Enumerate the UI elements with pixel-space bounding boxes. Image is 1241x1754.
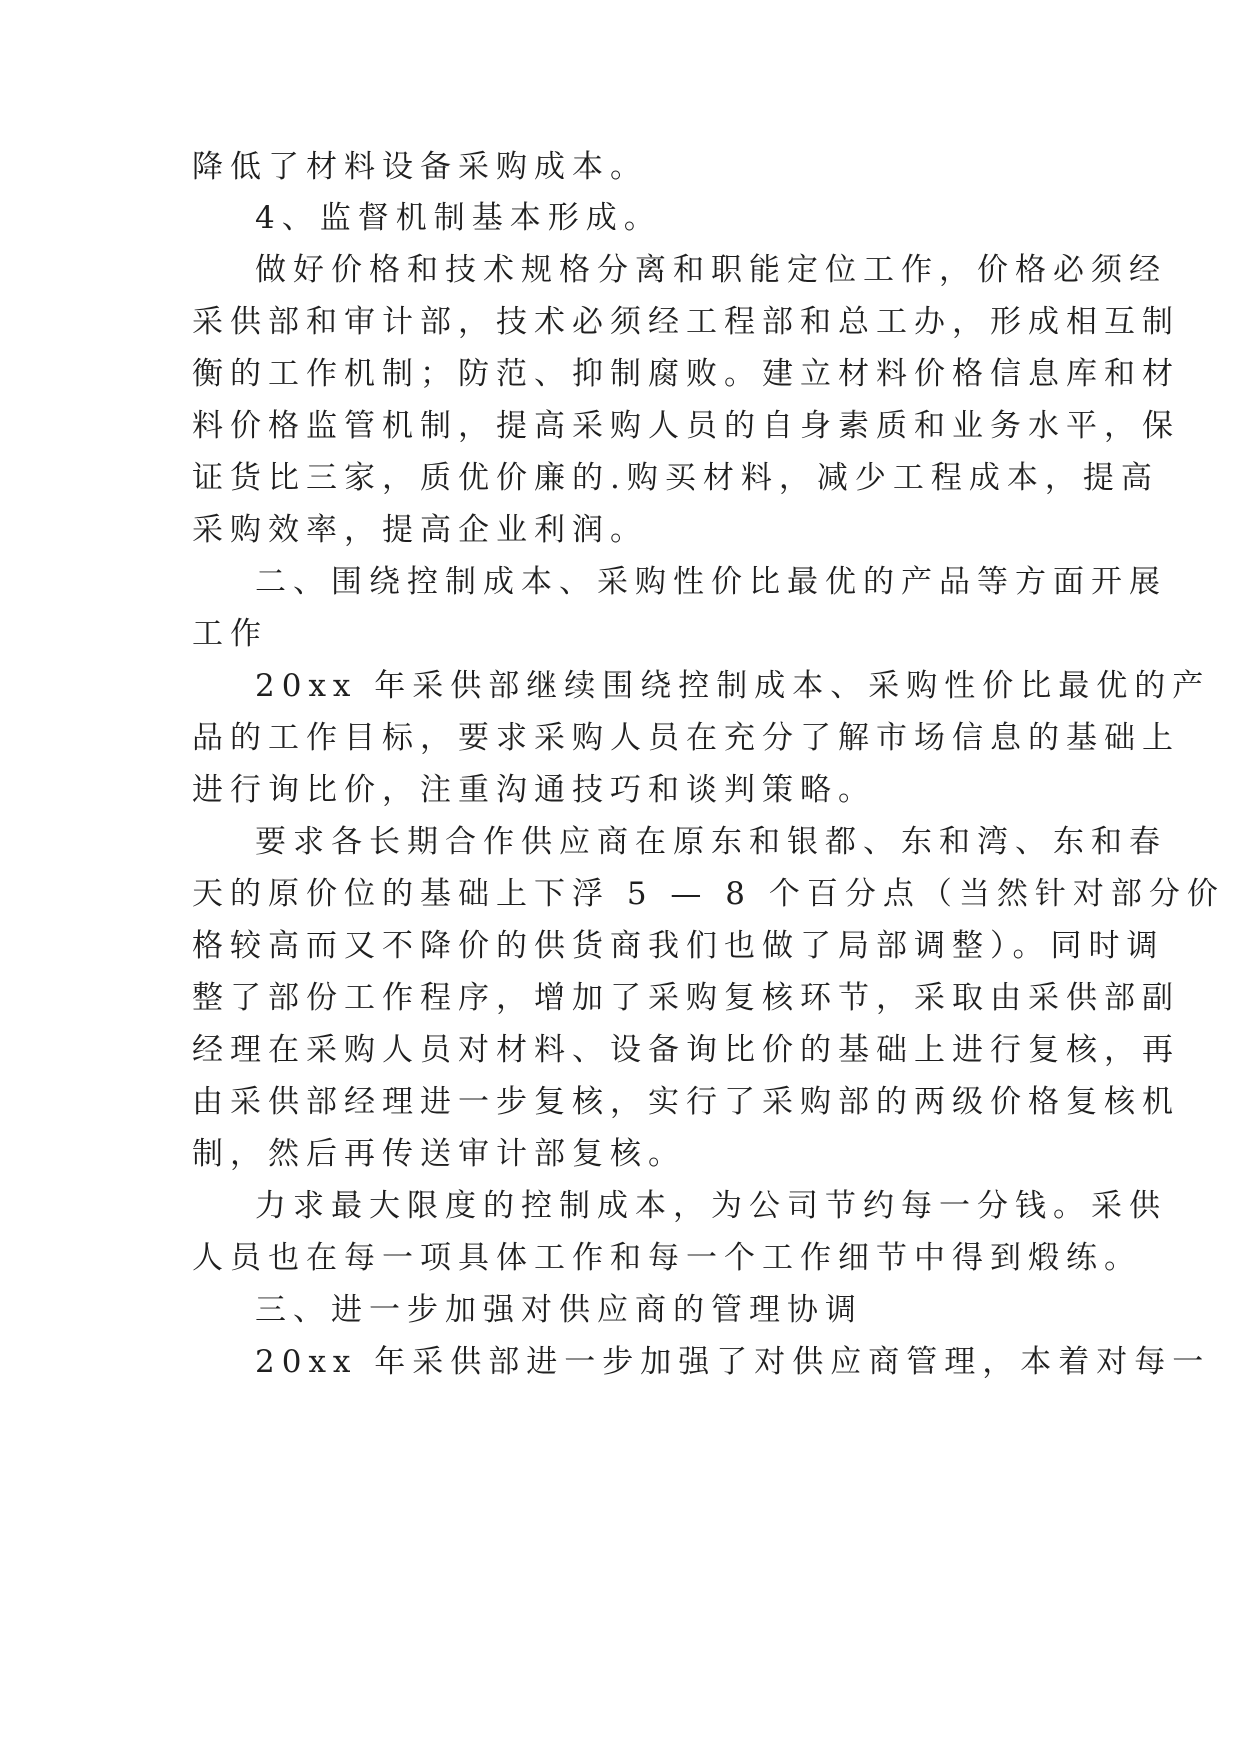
text-line: 证货比三家，质优价廉的.购买材料，减少工程成本，提高 <box>192 460 1159 496</box>
section-heading: 三、进一步加强对供应商的管理协调 <box>255 1292 863 1328</box>
text-line: 品的工作目标，要求采购人员在充分了解市场信息的基础上 <box>192 720 1180 756</box>
text-line: 由采供部经理进一步复核，实行了采购部的两级价格复核机 <box>192 1084 1180 1120</box>
paragraph-line: 力求最大限度的控制成本，为公司节约每一分钱。采供 <box>255 1188 1167 1224</box>
text-line: 采供部和审计部，技术必须经工程部和总工办，形成相互制 <box>192 304 1180 340</box>
text-line: 制，然后再传送审计部复核。 <box>192 1136 686 1172</box>
text-line: 工作 <box>192 616 268 652</box>
paragraph-line: 20xx 年采供部继续围绕控制成本、采购性价比最优的产 <box>255 668 1211 704</box>
text-line: 进行询比价，注重沟通技巧和谈判策略。 <box>192 772 876 808</box>
text-line: 经理在采购人员对材料、设备询比价的基础上进行复核，再 <box>192 1032 1180 1068</box>
paragraph-line: 要求各长期合作供应商在原东和银都、东和湾、东和春 <box>255 824 1167 860</box>
section-heading: 二、围绕控制成本、采购性价比最优的产品等方面开展 <box>255 564 1167 600</box>
section-heading: 4、监督机制基本形成。 <box>255 200 662 236</box>
text-line: 采购效率，提高企业利润。 <box>192 512 648 548</box>
text-line: 整了部份工作程序，增加了采购复核环节，采取由采供部副 <box>192 980 1180 1016</box>
text-line: 格较高而又不降价的供货商我们也做了局部调整）。同时调 <box>192 928 1165 964</box>
text-line: 天的原价位的基础上下浮 5 — 8 个百分点（当然针对部分价 <box>192 876 1225 912</box>
text-line: 衡的工作机制；防范、抑制腐败。建立材料价格信息库和材 <box>192 356 1180 392</box>
text-line: 料价格监管机制，提高采购人员的自身素质和业务水平，保 <box>192 408 1180 444</box>
paragraph-line: 做好价格和技术规格分离和职能定位工作，价格必须经 <box>255 252 1167 288</box>
text-line: 人员也在每一项具体工作和每一个工作细节中得到煅练。 <box>192 1240 1142 1276</box>
paragraph-line: 20xx 年采供部进一步加强了对供应商管理，本着对每一 <box>255 1344 1211 1380</box>
text-line: 降低了材料设备采购成本。 <box>192 149 648 185</box>
